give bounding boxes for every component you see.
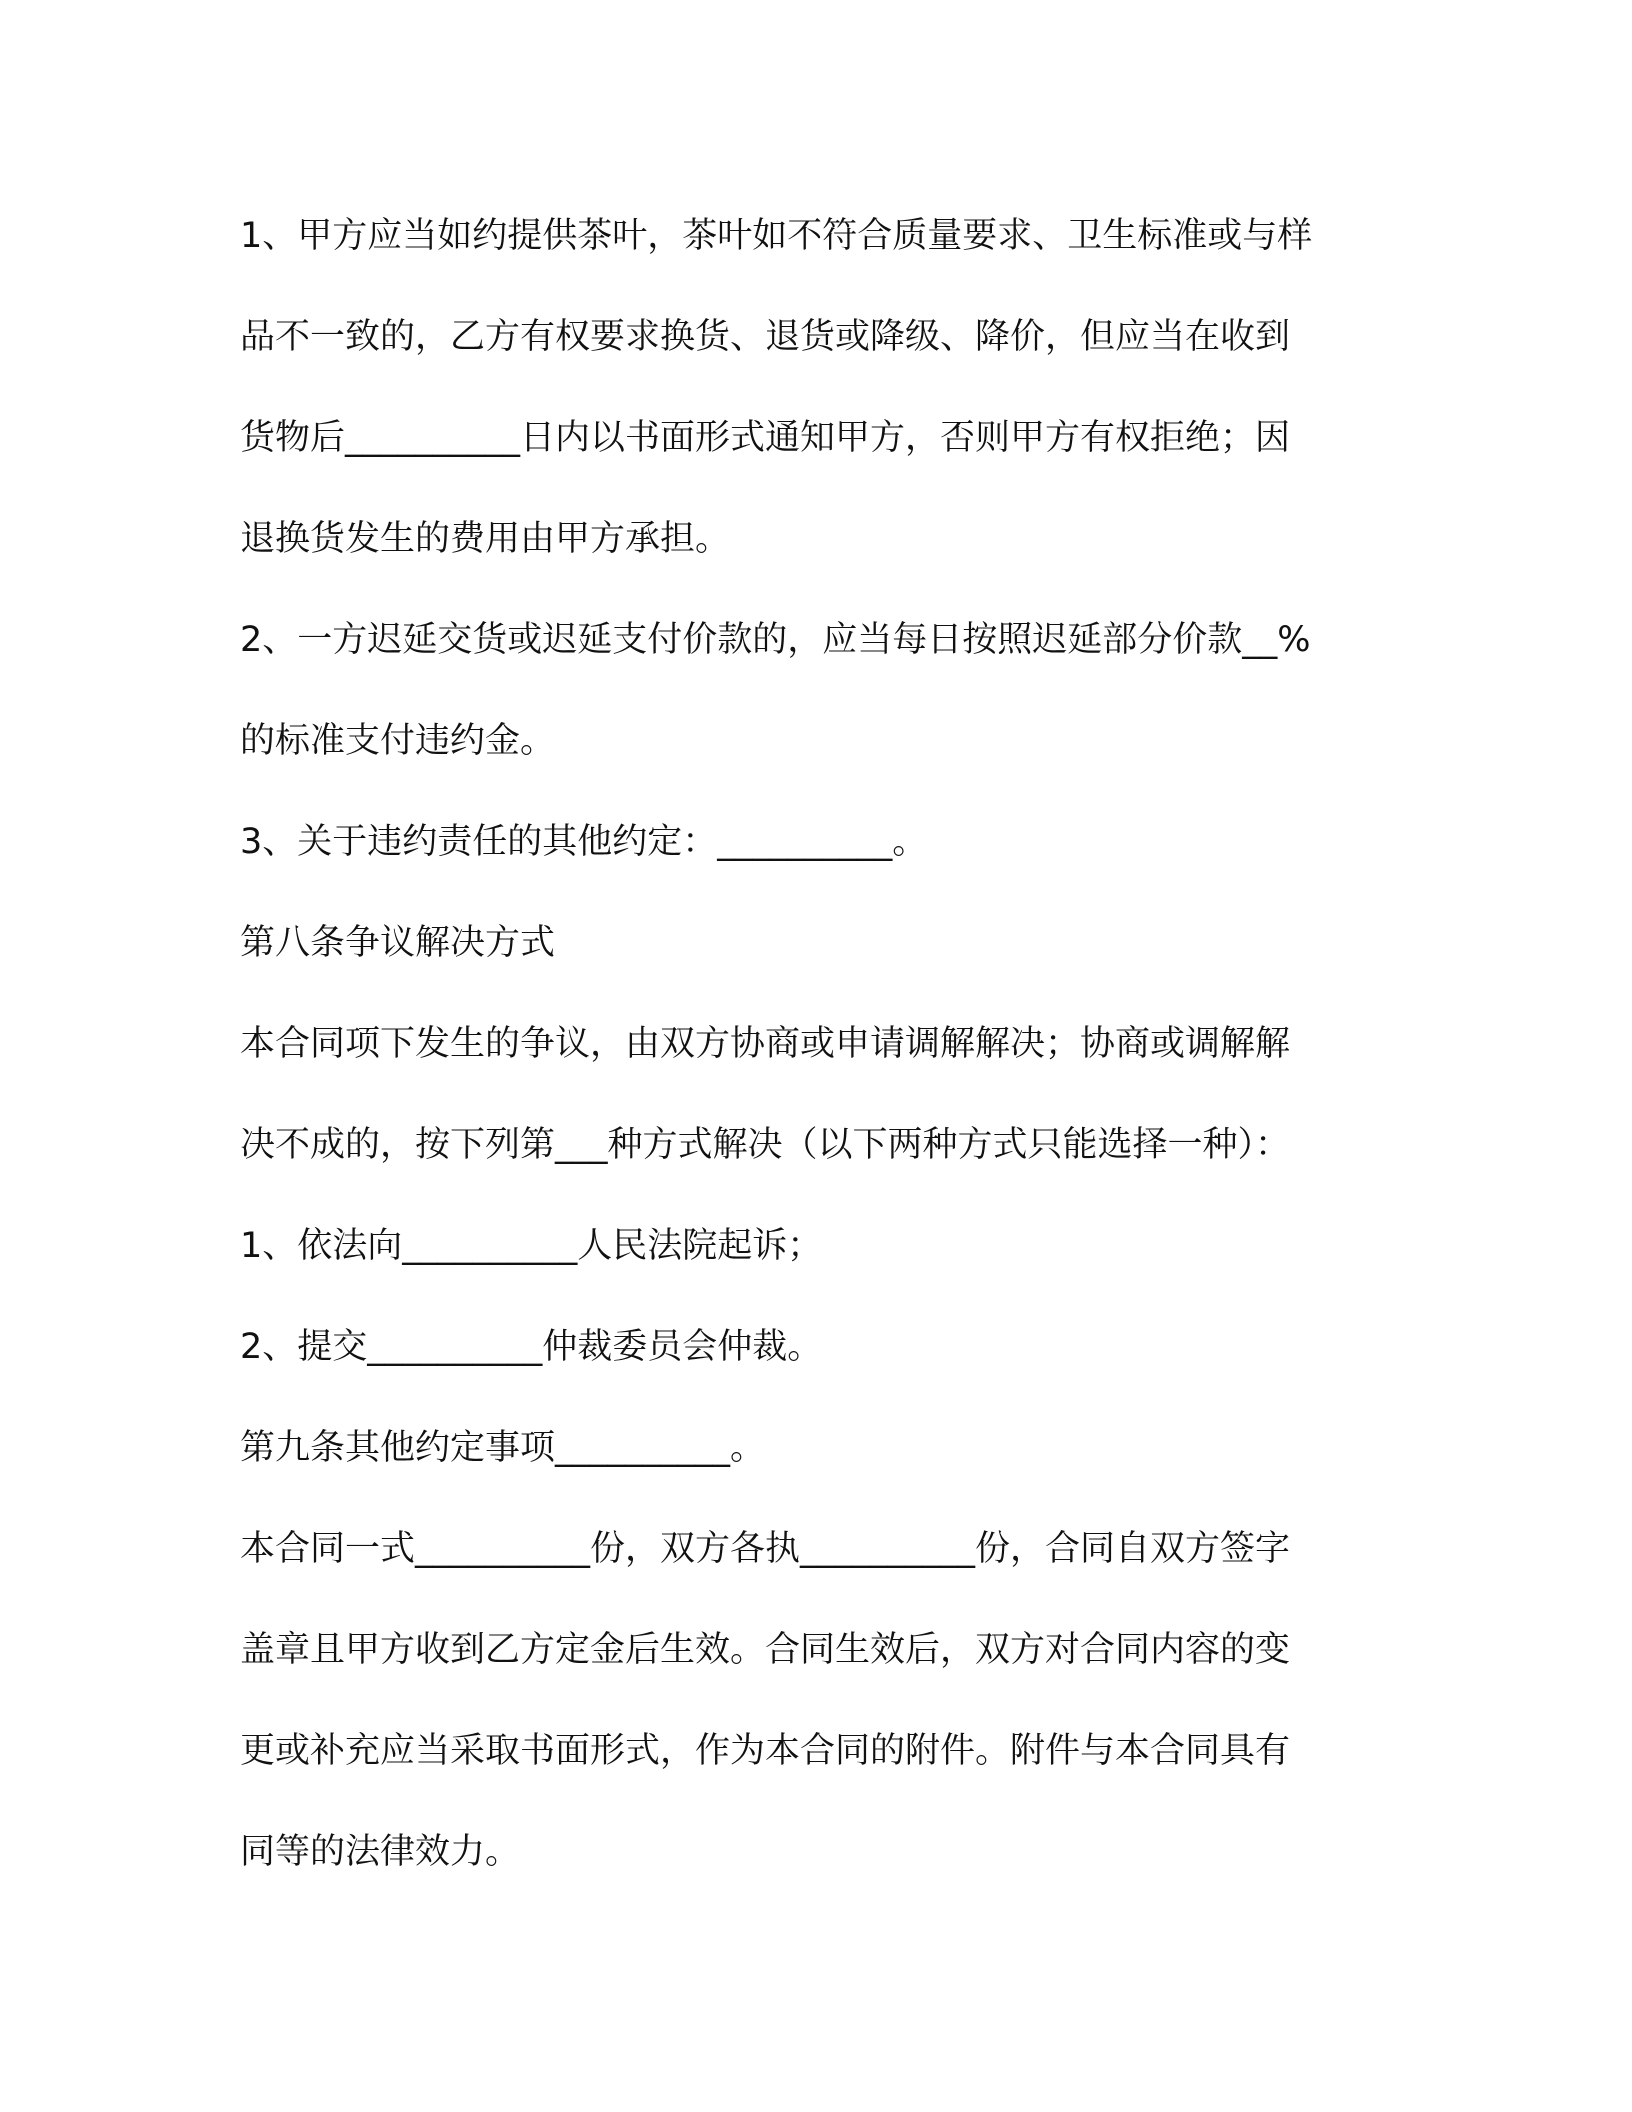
clause-7-2-line-1: 2、一方迟延交货或迟延支付价款的，应当每日按照迟延部分价款__% xyxy=(240,620,1311,660)
article-8-text-line-1: 本合同项下发生的争议，由双方协商或申请调解解决；协商或调解解 xyxy=(240,1024,1291,1064)
clause-7-1-line-4: 退换货发生的费用由甲方承担。 xyxy=(240,519,731,559)
clause-7-3: 3、关于违约责任的其他约定：__________。 xyxy=(240,822,928,862)
article-8-option-1: 1、依法向__________人民法院起诉； xyxy=(240,1226,823,1266)
clause-7-2-line-2: 的标准支付违约金。 xyxy=(240,721,556,761)
clause-7-1-line-1: 1、甲方应当如约提供茶叶，茶叶如不符合质量要求、卫生标准或与样 xyxy=(240,216,1313,256)
closing-text-line-4: 同等的法律效力。 xyxy=(240,1832,521,1872)
clause-7-1-line-2: 品不一致的，乙方有权要求换货、退货或降级、降价，但应当在收到 xyxy=(240,317,1291,357)
closing-text-line-3: 更或补充应当采取书面形式，作为本合同的附件。附件与本合同具有 xyxy=(240,1731,1291,1771)
article-9-heading: 第九条其他约定事项__________。 xyxy=(240,1428,766,1468)
document-body xyxy=(240,186,1400,1903)
article-8-option-2: 2、提交__________仲裁委员会仲裁。 xyxy=(240,1327,823,1367)
closing-text-line-2: 盖章且甲方收到乙方定金后生效。合同生效后，双方对合同内容的变 xyxy=(240,1630,1291,1670)
clause-7-1-line-3: 货物后__________日内以书面形式通知甲方，否则甲方有权拒绝；因 xyxy=(240,418,1291,458)
article-8-heading: 第八条争议解决方式 xyxy=(240,923,556,963)
article-8-text-line-2: 决不成的，按下列第___种方式解决（以下两种方式只能选择一种）： xyxy=(240,1125,1291,1165)
closing-text-line-1: 本合同一式__________份，双方各执__________份，合同自双方签字 xyxy=(240,1529,1291,1569)
